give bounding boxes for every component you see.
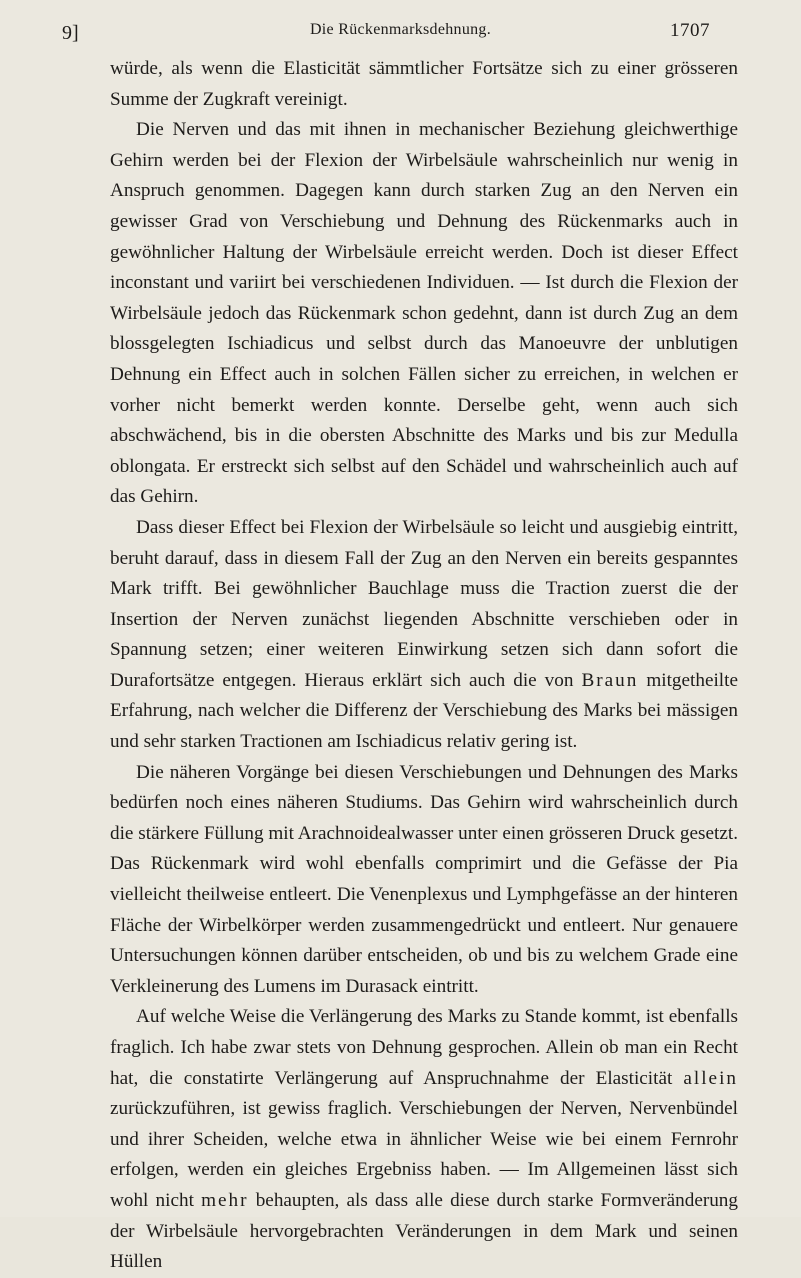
page-number: 1707 — [670, 20, 710, 41]
spaced-emphasis: mehr — [201, 1189, 249, 1211]
text-run: Die näheren Vorgänge bei diesen Verschiebungen und Dehnungen des Marks bedürfen noch eines näheren Studiums. Das Gehirn wird wahrscheinlich durch die stärkere Füllung mit Arachnoidealwasser unter einen grösseren Druck gesetzt. Das Rückenmark wird wohl ebenfalls comprimirt und die Gefässe der Pia vielleicht theilweise entleert. Die Venenplexus und Lymphgefässe an der hinteren Fläche der Wirbelkörper werden zusammengedrückt und entleert. Nur genauere Untersuchungen können darüber entscheiden, ob und bis zu welchem Grade eine Verkleinerung des Lumens im Durasack eintritt. — [110, 761, 738, 997]
paragraph — [110, 54, 738, 115]
paragraph — [110, 115, 738, 513]
paragraph — [110, 1002, 738, 1277]
paragraph — [110, 513, 738, 758]
text-run: würde, als wenn die Elasticität sämmtlicher Fortsätze sich zu einer grösseren Summe der Zugkraft vereinigt. — [110, 58, 738, 110]
text-run: mitgetheilte Erfahrung, nach welcher die Differenz der Verschiebung des Marks bei mässigen und sehr starken Tractionen am Ischiadicus relativ gering ist. — [110, 669, 738, 753]
spaced-emphasis: allein — [683, 1067, 738, 1089]
text-run: Auf welche Weise die Verlängerung des Marks zu Stande kommt, ist ebenfalls fraglich. Ich habe zwar stets von Dehnung gesprochen. Allein ob man ein Recht hat, die constatirte Verlängerung auf Anspruchnahme der Elasticität — [110, 1006, 738, 1089]
spaced-emphasis: Braun — [581, 669, 639, 691]
body-text — [110, 54, 738, 1278]
paragraph — [110, 758, 738, 1003]
page-marker: 9] — [62, 22, 79, 44]
text-run: Die Nerven und das mit ihnen in mechanischer Beziehung gleichwerthige Gehirn werden bei der Flexion der Wirbelsäule wahrscheinlich nur wenig in Anspruch genommen. Dagegen kann durch starken Zug an den Nerven ein gewisser Grad von Verschiebung und Dehnung des Rückenmarks auch in gewöhnlicher Haltung der Wirbelsäule erreicht werden. Doch ist dieser Effect inconstant und variirt bei verschiedenen Individuen. — Ist durch die Flexion der Wirbelsäule jedoch das Rückenmark schon gedehnt, dann ist durch Zug an dem blossgelegten Ischiadicus und selbst durch das Manoeuvre der unblutigen Dehnung ein Effect auch in solchen Fällen sicher zu erreichen, in welchen er vorher nicht bemerkt werden konnte. Derselbe geht, wenn auch sich abschwächend, bis in die obersten Abschnitte des Marks und bis zur Medulla oblongata. Er erstreckt sich selbst auf den Schädel und wahrscheinlich auch auf das Gehirn. — [110, 119, 738, 508]
text-run: zurückzuführen, ist gewiss fraglich. Verschiebungen der Nerven, Nervenbündel und ihrer Scheiden, welche etwa in ähnlicher Weise wie bei einem Fernrohr erfolgen, werden ein gleiches Ergebniss haben. — Im Allgemeinen lässt sich wohl nicht — [110, 1098, 738, 1211]
text-run: Dass dieser Effect bei Flexion der Wirbelsäule so leicht und ausgiebig eintritt, beruht darauf, dass in diesem Fall der Zug an den Nerven ein bereits gespanntes Mark trifft. Bei gewöhnlicher Bauchlage muss die Traction zuerst die der Insertion der Nerven zunächst liegenden Abschnitte verschieben oder in Spannung setzen; einer weiteren Einwirkung setzen sich dann sofort die Durafortsätze entgegen. Hieraus erklärt sich auch die von — [110, 516, 738, 691]
running-title: Die Rückenmarksdehnung. — [309, 21, 492, 38]
running-head — [0, 18, 801, 48]
text-run: behaupten, als dass alle diese durch starke Formveränderung der Wirbelsäule hervorgebrachten Veränderungen in dem Mark und seinen Hüllen — [110, 1189, 738, 1273]
